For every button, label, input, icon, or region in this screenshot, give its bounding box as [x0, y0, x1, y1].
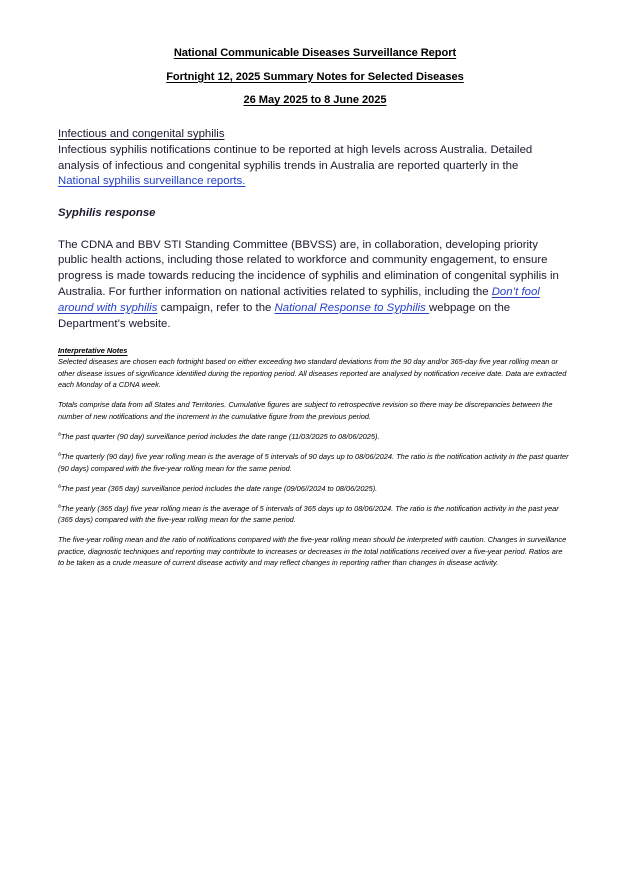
title-line-2 [0, 66, 630, 90]
note-text: The quarterly (90 day) five year rolling mean is the average of 5 intervals of 90 days up to 08/06/2024. The ratio is the notification activity in the past quarter (90 days) compared with the five-year rolling mean for the same period. [58, 451, 569, 473]
note-spacer [58, 526, 570, 534]
note-spacer [58, 423, 570, 431]
section-heading-syphilis [58, 127, 563, 143]
note-item [58, 431, 570, 443]
link-national-response-to-syphilis[interactable]: National Response to Syphilis [274, 301, 430, 314]
title-line-1-text: National Communicable Diseases Surveillance Report [173, 47, 457, 59]
link-national-syphilis-surveillance-reports[interactable]: National syphilis surveillance reports. [58, 175, 246, 188]
document-title-block [0, 42, 630, 113]
paragraph-syphilis-response-text-2: campaign, refer to the [157, 301, 275, 314]
note-item [58, 503, 570, 526]
paragraph-syphilis-response [58, 238, 563, 333]
interpretative-notes-block [58, 345, 570, 569]
title-line-1 [0, 42, 630, 66]
note-text: The past quarter (90 day) surveillance period includes the date range (11/03/2025 to 08/06/2025). [60, 431, 380, 441]
note-text: The yearly (365 day) five year rolling mean is the average of 5 intervals of 365 days up to 08/06/2024. The ratio is the notification activity in the past year (365 days) compared with the five-year rolling mean for the same period. [58, 503, 559, 525]
spacer-2 [58, 222, 563, 238]
note-text: Selected diseases are chosen each fortnight based on either exceeding two standard deviations from the 90 day and/or 365-day five year rolling mean or other disease issues of significance identified during the reporting period. All diseases reported are analysed by notification receive date. Data are extracted each Monday of a CDNA week. [58, 357, 567, 390]
note-item [58, 451, 570, 474]
subsection-heading-syphilis-response: Syphilis response [58, 207, 156, 220]
note-marker: a [58, 503, 61, 510]
note-spacer [58, 391, 570, 399]
note-spacer [58, 494, 570, 502]
title-line-2-text: Fortnight 12, 2025 Summary Notes for Selected Diseases [166, 70, 464, 83]
note-item [58, 534, 570, 569]
note-marker: a [58, 451, 61, 458]
note-marker: a [58, 483, 61, 490]
title-line-3 [0, 89, 630, 113]
notes-heading-text: Interpretative Notes [58, 346, 128, 355]
document-body [58, 127, 563, 332]
note-item [58, 356, 570, 391]
section-heading-syphilis-text: Infectious and congenital syphilis [58, 128, 225, 140]
note-item [58, 483, 570, 495]
note-text: Totals comprise data from all States and Territories. Cumulative figures are subject to retrospective revision so there may be discrepancies between the number of new notifications and the increment in the cumulative figure from the previous period. [58, 400, 553, 421]
paragraph-syphilis-intro [58, 143, 563, 190]
note-marker: a [58, 431, 61, 438]
note-spacer [58, 443, 570, 451]
spacer-1 [58, 190, 563, 206]
title-line-3-text: 26 May 2025 to 8 June 2025 [243, 94, 387, 106]
paragraph-syphilis-intro-text: Infectious syphilis notifications continue to be reported at high levels across Australia. Detailed analysis of infectious and congenital syphilis trends in Australia are reported quarterly in the [58, 143, 533, 172]
note-text: The five-year rolling mean and the ratio of notifications compared with the five-year rolling mean should be interpreted with caution. Changes in surveillance practice, diagnostic techniques and reporting may contribute to increases or decreases in the total notifications received over a five-year period. Ratios are to be taken as a crude measure of current disease activity and may reflect changes in reporting rather than changes in disease activity. [58, 535, 567, 568]
note-text: The past year (365 day) surveillance period includes the date range (09/06//2024 to 08/06/2025). [60, 483, 378, 493]
notes-heading [58, 345, 570, 356]
note-spacer [58, 474, 570, 482]
paragraph-syphilis-response-text-3: webpage on the Department’s website. [58, 301, 511, 330]
note-item [58, 399, 570, 422]
link-dont-fool-around-with-syphilis[interactable]: Don’t fool around with syphilis [58, 285, 540, 314]
paragraph-syphilis-response-text-1: The CDNA and BBV STI Standing Committee (BBVSS) are, in collaboration, developing priority public health actions, including those related to workforce and community engagement, to ensure progress is made towards reducing the incidence of syphilis and elimination of congenital syphilis in Australia. For further information on national activities related to syphilis, including the [58, 238, 559, 298]
